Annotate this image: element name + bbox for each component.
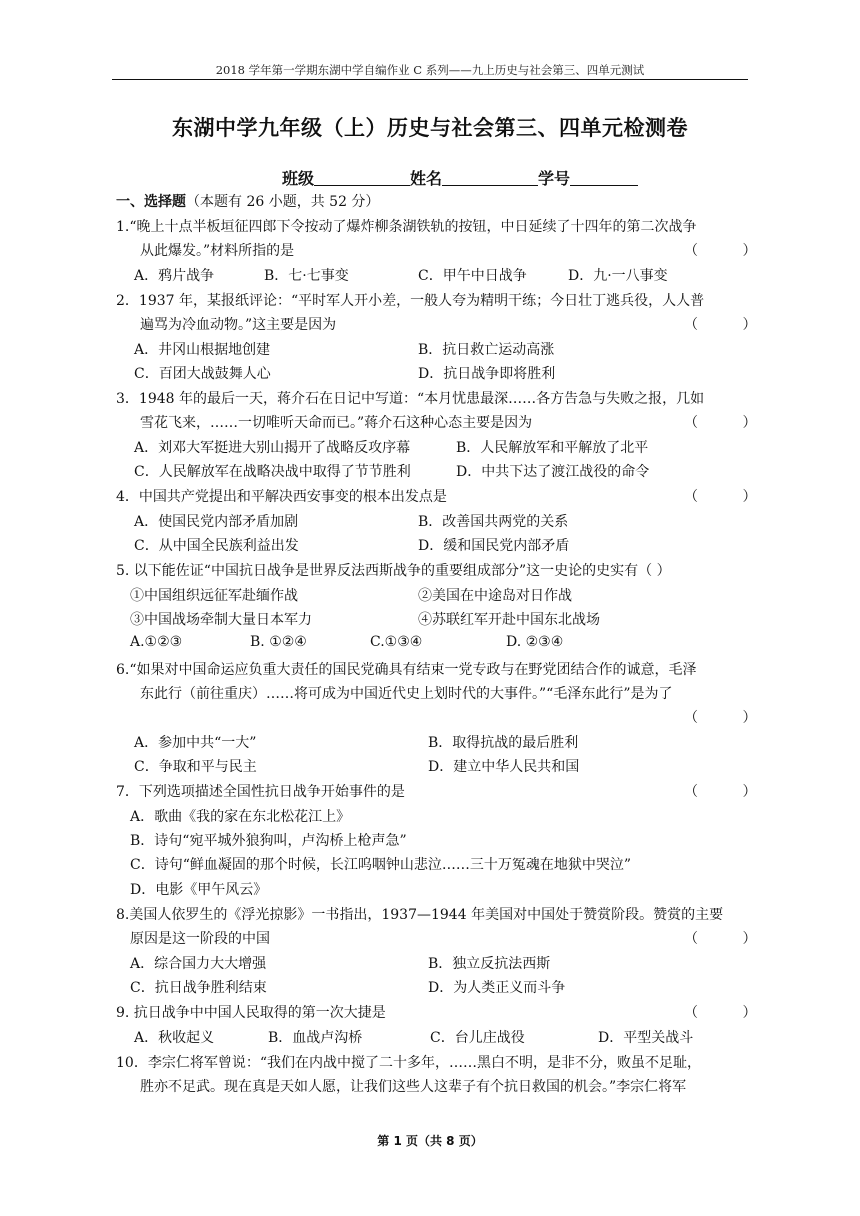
q4-option-c: C．从中国全民族利益出发 bbox=[134, 538, 299, 554]
q2-option-a: A．井冈山根据地创建 bbox=[134, 342, 271, 358]
student-info-line bbox=[282, 166, 638, 189]
q6-option-c: C．争取和平与民主 bbox=[134, 759, 257, 775]
q6-option-a: A．参加中共“一大” bbox=[134, 735, 257, 751]
q5-option-c: C.①③④ bbox=[370, 634, 423, 650]
q6-answer-paren: （ ） bbox=[684, 710, 757, 726]
section-label: 一、选择题 bbox=[116, 194, 186, 210]
q6-option-d: D．建立中华人民共和国 bbox=[428, 759, 580, 775]
q4-option-a: A．使国民党内部矛盾加剧 bbox=[134, 514, 299, 530]
page-header: 2018 学年第一学期东湖中学自编作业 C 系列——九上历史与社会第三、四单元测试 bbox=[215, 63, 645, 77]
q1-option-b: B．七·七事变 bbox=[264, 268, 349, 284]
q4-stem-line1: 4．中国共产党提出和平解决西安事变的根本出发点是 bbox=[116, 489, 447, 505]
q5-item-4: ④苏联红军开赴中国东北战场 bbox=[418, 612, 600, 628]
name-blank bbox=[442, 169, 538, 186]
q1-stem-line2: 从此爆发。”材料所指的是 bbox=[140, 243, 295, 259]
page-footer: 第 1 页（共 8 页） bbox=[377, 1134, 483, 1148]
q1-option-c: C．甲午中日战争 bbox=[418, 268, 527, 284]
q3-option-b: B．人民解放军和平解放了北平 bbox=[456, 440, 649, 456]
q2-option-c: C．百团大战鼓舞人心 bbox=[134, 366, 271, 382]
q8-answer-paren: （ ） bbox=[684, 931, 757, 947]
q7-option-b: B．诗句“宛平城外狼狗叫，卢沟桥上枪声急” bbox=[130, 833, 407, 849]
q7-stem-line1: 7．下列选项描述全国性抗日战争开始事件的是 bbox=[116, 784, 405, 800]
exam-title: 东湖中学九年级（上）历史与社会第三、四单元检测卷 bbox=[172, 116, 688, 140]
name-label: 姓名 bbox=[410, 169, 443, 188]
q2-answer-paren: （ ） bbox=[684, 317, 757, 333]
q9-option-b: B．血战卢沟桥 bbox=[268, 1030, 363, 1046]
q5-stem-line1: 5. 以下能佐证“中国抗日战争是世界反法西斯战争的重要组成部分”这一史论的史实有（ ） bbox=[116, 563, 671, 579]
q5-option-a: A.①②③ bbox=[130, 634, 183, 650]
q3-stem-line2: 雪花飞来，……一切唯听天命而已。”蒋介石这种心态主要是因为 bbox=[140, 415, 533, 431]
q7-answer-paren: （ ） bbox=[684, 784, 757, 800]
q8-option-a: A．综合国力大大增强 bbox=[130, 956, 267, 972]
q7-option-c: C．诗句“鲜血凝固的那个时候，长江呜咽钟山悲泣……三十万冤魂在地狱中哭泣” bbox=[130, 857, 632, 873]
q2-stem-line1: 2．1937 年，某报纸评论：“平时军人开小差，一般人夸为精明干练；今日壮丁逃兵役，人人普 bbox=[116, 293, 705, 309]
q8-stem-line2: 原因是这一阶段的中国 bbox=[130, 931, 270, 947]
q3-option-d: D．中共下达了渡江战役的命令 bbox=[456, 464, 650, 480]
q1-option-d: D．九·一八事变 bbox=[568, 268, 668, 284]
header-rule bbox=[112, 79, 748, 80]
q2-option-b: B．抗日救亡运动高涨 bbox=[418, 342, 555, 358]
q5-option-d: D. ②③④ bbox=[506, 634, 564, 650]
q8-stem-line1: 8.美国人依罗生的《浮光掠影》一书指出，1937—1944 年美国对中国处于赞赏阶段。赞赏的主要 bbox=[116, 907, 724, 923]
class-label: 班级 bbox=[282, 169, 315, 188]
q4-option-b: B．改善国共两党的关系 bbox=[418, 514, 569, 530]
q3-option-c: C．人民解放军在战略决战中取得了节节胜利 bbox=[134, 464, 411, 480]
q3-option-a: A．刘邓大军挺进大别山揭开了战略反攻序幕 bbox=[134, 440, 411, 456]
q8-option-d: D．为人类正义而斗争 bbox=[428, 980, 566, 996]
q5-item-2: ②美国在中途岛对日作战 bbox=[418, 588, 572, 604]
q7-option-a: A．歌曲《我的家在东北松花江上》 bbox=[130, 809, 351, 825]
q5-item-3: ③中国战场牵制大量日本军力 bbox=[130, 612, 312, 628]
q3-answer-paren: （ ） bbox=[684, 415, 757, 431]
q10-stem-line2: 胜亦不足武。现在真是天如人愿，让我们这些人这辈子有个抗日救国的机会。”李宗仁将军 bbox=[140, 1079, 687, 1095]
q1-option-a: A．鸦片战争 bbox=[134, 268, 215, 284]
q1-stem-line1: 1.“晚上十点半板垣征四郎下令按动了爆炸柳条湖铁轨的按钮，中日延续了十四年的第二次战争 bbox=[116, 219, 697, 235]
q8-option-b: B．独立反抗法西斯 bbox=[428, 956, 551, 972]
section-heading bbox=[116, 191, 750, 211]
section-note: （本题有 26 小题，共 52 分） bbox=[186, 194, 380, 210]
q9-option-d: D．平型关战斗 bbox=[598, 1030, 694, 1046]
q9-option-a: A．秋收起义 bbox=[134, 1030, 215, 1046]
id-blank bbox=[570, 169, 638, 186]
q2-option-d: D．抗日战争即将胜利 bbox=[418, 366, 556, 382]
q4-option-d: D．缓和国民党内部矛盾 bbox=[418, 538, 570, 554]
q2-stem-line2: 遍骂为冷血动物。”这主要是因为 bbox=[140, 317, 337, 333]
id-label: 学号 bbox=[538, 169, 571, 188]
q5-option-b: B. ①②④ bbox=[250, 634, 307, 650]
q7-option-d: D．电影《甲午风云》 bbox=[130, 882, 268, 898]
q6-stem-line1: 6.“如果对中国命运应负重大责任的国民党确具有结束一党专政与在野党团结合作的诚意，毛泽 bbox=[116, 662, 697, 678]
q9-answer-paren: （ ） bbox=[684, 1005, 757, 1021]
class-blank bbox=[314, 169, 410, 186]
q3-stem-line1: 3．1948 年的最后一天，蒋介石在日记中写道：“本月忧患最深……各方告急与失败之报，几如 bbox=[116, 391, 705, 407]
q6-option-b: B．取得抗战的最后胜利 bbox=[428, 735, 579, 751]
q10-stem-line1: 10．李宗仁将军曾说：“我们在内战中搅了二十多年，……黑白不明，是非不分，败虽不足耻， bbox=[116, 1055, 701, 1071]
q9-option-c: C．台儿庄战役 bbox=[430, 1030, 525, 1046]
q1-answer-paren: （ ） bbox=[684, 243, 757, 259]
q9-stem-line1: 9. 抗日战争中中国人民取得的第一次大捷是 bbox=[116, 1005, 386, 1021]
q6-stem-line2: 东此行（前往重庆）……将可成为中国近代史上划时代的大事件。”“毛泽东此行”是为了 bbox=[140, 686, 673, 702]
q5-item-1: ①中国组织远征军赴缅作战 bbox=[130, 588, 298, 604]
q8-option-c: C．抗日战争胜利结束 bbox=[130, 980, 267, 996]
q4-answer-paren: （ ） bbox=[684, 489, 757, 505]
